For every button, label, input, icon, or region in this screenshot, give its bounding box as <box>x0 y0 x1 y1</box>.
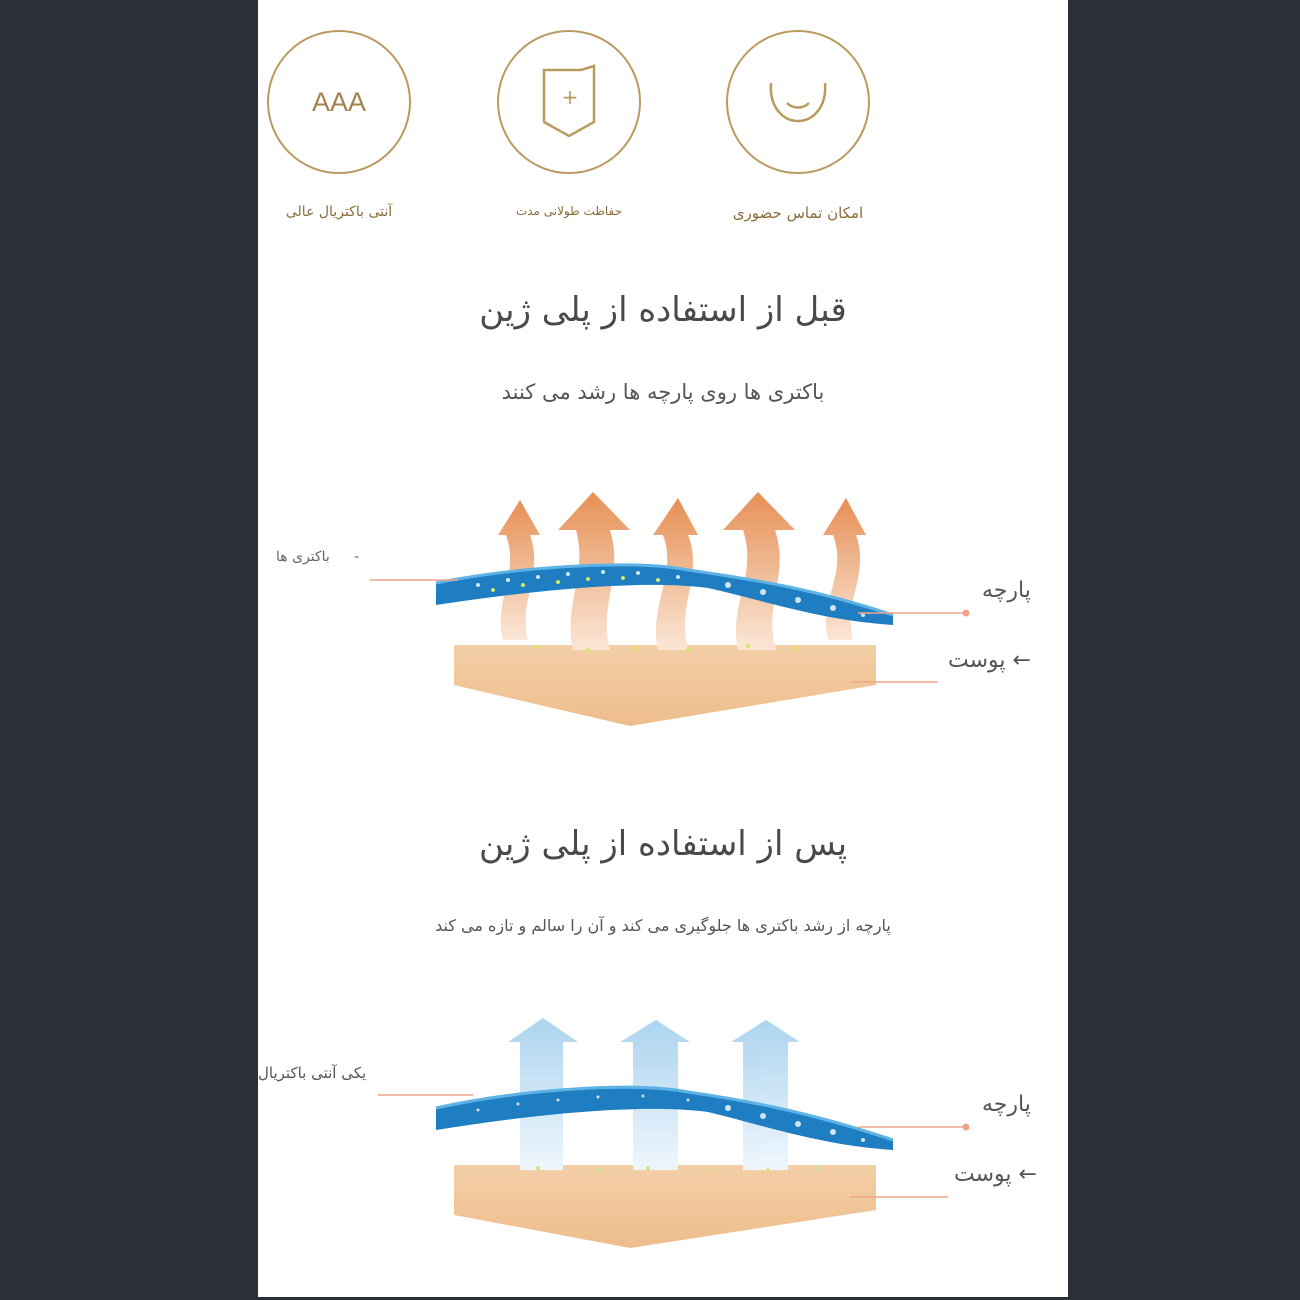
before-subtitle: باکتری ها روی پارچه ها رشد می کنند <box>501 380 825 404</box>
feature-long-protection <box>479 30 659 218</box>
feature-circle <box>497 30 641 174</box>
left-margin <box>0 0 258 1300</box>
feature-antibacterial <box>258 30 429 220</box>
before-skin-label: ← پوست <box>948 648 1031 673</box>
after-antibacterial-label: یکی آنتی باکتریال <box>258 1064 367 1082</box>
product-info-sheet <box>258 0 1068 1297</box>
after-skin-label: ← پوست <box>954 1162 1037 1187</box>
before-bacteria-label: باکتری ها <box>276 549 330 565</box>
after-diagram <box>258 990 1068 1290</box>
skin-block <box>454 1165 876 1248</box>
after-subtitle: پارچه از رشد باکتری ها جلوگیری می کند و آن را سالم و تازه می کند <box>435 916 891 935</box>
before-diagram <box>258 460 1068 760</box>
feature-contact <box>708 30 888 222</box>
feature-label: آنتی باکتریال عالی <box>285 204 393 220</box>
smile-icon <box>763 77 833 127</box>
svg-text:+: + <box>561 85 579 109</box>
before-dash: - <box>354 549 360 565</box>
feature-label: امکان تماس حضوری <box>732 204 864 222</box>
aaa-icon: AAA <box>311 86 367 117</box>
before-fabric-label: پارچه <box>982 578 1031 603</box>
feature-circle <box>267 30 411 174</box>
right-margin <box>1068 0 1300 1300</box>
before-title: قبل از استفاده از پلی ژین <box>479 290 847 330</box>
after-fabric-label: پارچه <box>982 1092 1031 1117</box>
after-title: پس از استفاده از پلی ژین <box>478 824 848 864</box>
feature-circle <box>726 30 870 174</box>
feature-label: حفاظت طولانی مدت <box>515 204 623 218</box>
skin-block <box>454 645 876 726</box>
shield-plus-icon <box>539 64 599 140</box>
